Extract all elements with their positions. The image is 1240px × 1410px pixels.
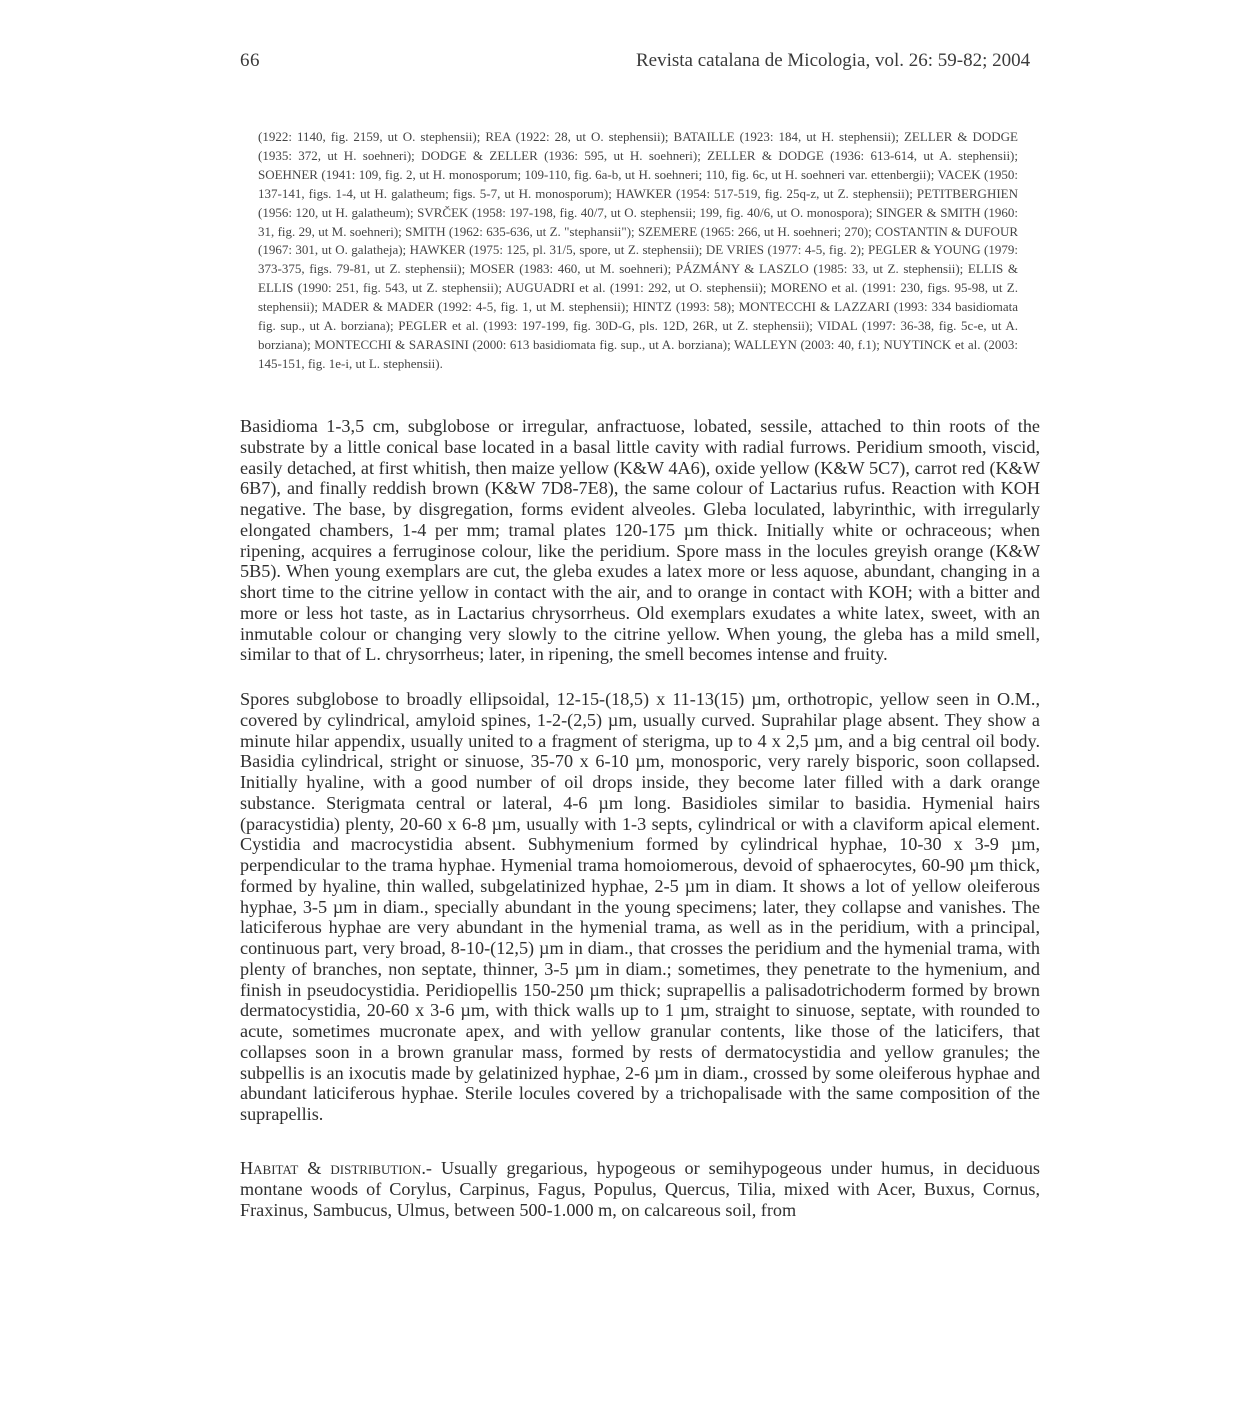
habitat-text: Usually gregarious, hypogeous or semihypogeous under humus, in deciduous montane woods of Corylus, Carpinus, Fagus, Populus, Quercus, Tilia, mixed with Acer, Buxus, Cornus, Fraxinus, Sambucus, Ulmus, between 500-1.000 m, on calcareous soil, from <box>240 1158 1041 1220</box>
microscopy-paragraph: Spores subglobose to broadly ellipsoidal, 12-15-(18,5) x 11-13(15) µm, orthotropic, yellow seen in O.M., covered by cylindrical, amyloid spines, 1-2-(2,5) µm, usually curved. Suprahilar plage absent. They show a minute hilar appendix, usually united to a fragment of sterigma, up to 4 x 2,5 µm, and a big central oil body. Basidia cylindrical, stright or sinuose, 35-70 x 6-10 µm, monosporic, very rarely bisporic, soon collapsed. Initially hyaline, with a good number of oil drops inside, they become later filled with a dark orange substance. Sterigmata central or lateral, 4-6 µm long. Basidioles similar to basidia. Hymenial hairs (paracystidia) plenty, 20-60 x 6-8 µm, usually with 1-3 septs, cylindrical or with a claviform apical element. Cystidia and macrocystidia absent. Subhymenium formed by cylindrical hyphae, 10-30 x 3-9 µm, perpendicular to the trama hyphae. Hymenial trama homoiomerous, devoid of sphaerocytes, 60-90 µm thick, formed by hyaline, thin walled, subgelatinized hyphae, 2-5 µm in diam. It shows a lot of yellow oleiferous hyphae, 3-5 µm in diam., specially abundant in the young specimens; later, they collapse and vanishes. The laticiferous hyphae are very abundant in the hymenial trama, as well as in the peridium, with a principal, continuous part, very broad, 8-10-(12,5) µm in diam., that crosses the peridium and the hymenial trama, with plenty of branches, non septate, thinner, 3-5 µm in diam.; sometimes, they penetrate to the hymenium, and finish in pseudocystidia. Peridiopellis 150-250 µm thick; suprapellis a palisadotrichoderm formed by brown dermatocystidia, 20-60 x 3-6 µm, with thick walls up to 1 µm, straight to sinuose, septate, with rounded to acute, sometimes mucronate apex, and with yellow granular contents, like those of the laticifers, that collapses soon in a brown granular mass, formed by rests of dermatocystidia and yellow granules; the subpellis is an ixocutis made by gelatinized hyphae, 2-6 µm in diam., crossed by some oleiferous hyphae and abundant laticiferous hyphae. Sterile locules covered by a trichopalisade with the same composition of the suprapellis. <box>240 689 1040 1124</box>
description-paragraph: Basidioma 1-3,5 cm, subglobose or irregular, anfractuose, lobated, sessile, attached to thin roots of the substrate by a little conical base located in a basal little cavity with radial furrows. Peridium smooth, viscid, easily detached, at first whitish, then maize yellow (K&W 4A6), oxide yellow (K&W 5C7), carrot red (K&W 6B7), and finally reddish brown (K&W 7D8-7E8), the same colour of Lactarius rufus. Reaction with KOH negative. The base, by disgregation, forms evident alveoles. Gleba loculated, labyrinthic, with irregularly elongated chambers, 1-4 per mm; tramal plates 120-175 µm thick. Initially white or ochraceous; when ripening, acquires a ferruginose colour, like the peridium. Spore mass in the locules greyish orange (K&W 5B5). When young exemplars are cut, the gleba exudes a latex more or less aquose, abundant, changing in a short time to the citrine yellow in contact with the air, and to orange in contact with KOH; with a bitter and more or less hot taste, as in Lactarius chrysorrheus. Old exemplars exudates a white latex, sweet, with an inmutable colour or changing very slowly to the citrine yellow. When young, the gleba has a mild smell, similar to that of L. chrysorrheus; later, in ripening, the smell becomes intense and fruity. <box>240 416 1040 665</box>
habitat-heading: Habitat & distribution.- <box>240 1158 432 1178</box>
habitat-paragraph <box>240 1158 1040 1220</box>
running-head: Revista catalana de Micologia, vol. 26: 59-82; 2004 <box>636 50 1031 71</box>
references-block: (1922: 1140, fig. 2159, ut O. stephensii); REA (1922: 28, ut O. stephensii); BATAILLE (1923: 184, ut H. stephensii); ZELLER & DODGE (1935: 372, ut H. soehneri); DODGE & ZELLER (1936: 595, ut H. soehneri); ZELLER & DODGE (1936: 613-614, ut A. stephensii); SOEHNER (1941: 109, fig. 2, ut H. monosporum; 109-110, fig. 6a-b, ut H. soehneri; 110, fig. 6c, ut H. soehneri var. ettenbergii); VACEK (1950: 137-141, figs. 1-4, ut H. galatheum; figs. 5-7, ut H. monosporum); HAWKER (1954: 517-519, fig. 25q-z, ut Z. stephensii); PETITBERGHIEN (1956: 120, ut H. galatheum); SVRČEK (1958: 197-198, fig. 40/7, ut O. stephensii; 199, fig. 40/6, ut O. monospora); SINGER & SMITH (1960: 31, fig. 29, ut M. soehneri); SMITH (1962: 635-636, ut Z. "stephansii"); SZEMERE (1965: 266, ut H. soehneri; 270); COSTANTIN & DUFOUR (1967: 301, ut O. galatheja); HAWKER (1975: 125, pl. 31/5, spore, ut Z. stephensii); DE VRIES (1977: 4-5, fig. 2); PEGLER & YOUNG (1979: 373-375, figs. 79-81, ut Z. stephensii); MOSER (1983: 460, ut M. soehneri); PÁZMÁNY & LASZLO (1985: 33, ut Z. stephensii); ELLIS & ELLIS (1990: 251, fig. 543, ut Z. stephensii); AUGUADRI et al. (1991: 292, ut O. stephensii); MORENO et al. (1991: 230, figs. 95-98, ut Z. stephensii); MADER & MADER (1992: 4-5, fig. 1, ut M. stephensii); HINTZ (1993: 58); MONTECCHI & LAZZARI (1993: 334 basidiomata fig. sup., ut A. borziana); PEGLER et al. (1993: 197-199, fig. 30D-G, pls. 12D, 26R, ut Z. stephensii); VIDAL (1997: 36-38, fig. 5c-e, ut A. borziana); MONTECCHI & SARASINI (2000: 613 basidiomata fig. sup., ut A. borziana); WALLEYN (2003: 40, f.1); NUYTINCK et al. (2003: 145-151, fig. 1e-i, ut L. stephensii). <box>258 129 1018 371</box>
page-number: 66 <box>240 50 260 71</box>
